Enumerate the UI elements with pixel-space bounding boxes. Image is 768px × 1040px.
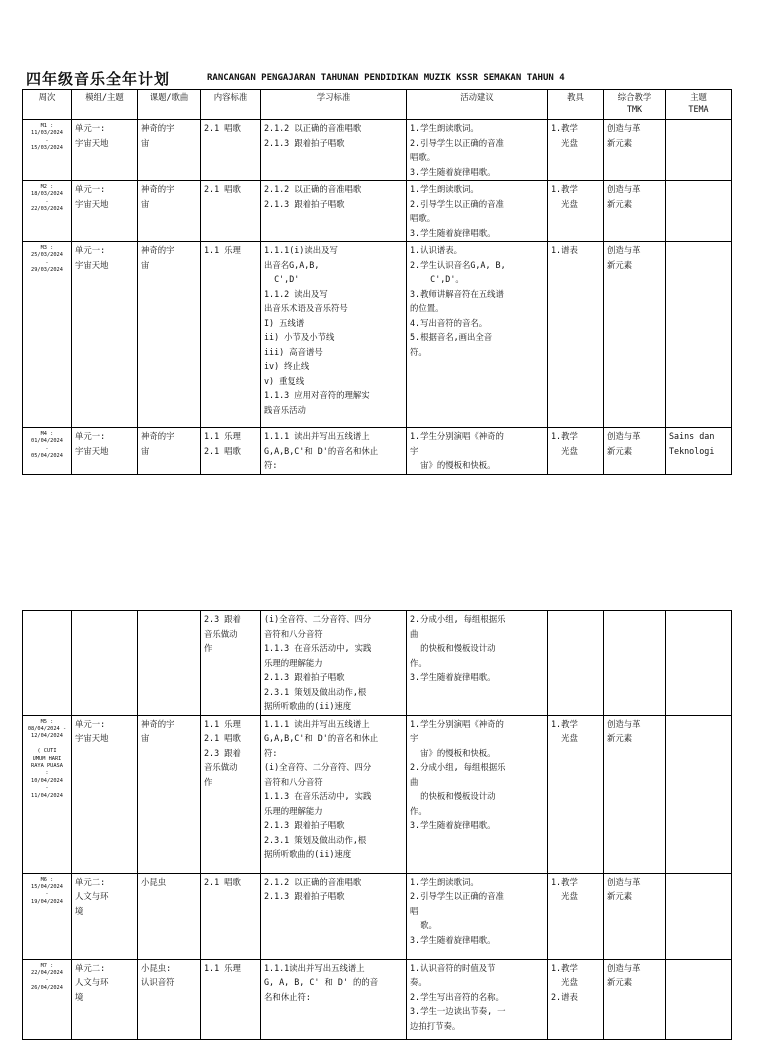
- table-row: [23, 242, 732, 428]
- activity-cell: 1.学生分别演唱《神奇的 宇 宙》的慢板和快板。 2.分成小组, 每组根据乐 曲 的快板和慢板设计动 作。 3.学生随着旋律唱歌。: [407, 715, 548, 873]
- header-learning-standard: 学习标准: [261, 90, 407, 120]
- teaching-aids-cell: 1.教学 光盘: [548, 715, 604, 873]
- table-row: [23, 959, 732, 1039]
- activity-cell: 1.学生分别演唱《神奇的 宇 宙》的慢板和快板。: [407, 428, 548, 475]
- week-cell: M6 : 15/04/2024 - 19/04/2024: [23, 873, 72, 959]
- song-cell: 神奇的宇 宙: [138, 181, 201, 242]
- module-cell: 单元一: 宇宙天地: [72, 120, 138, 181]
- song-cell: 神奇的宇 宙: [138, 715, 201, 873]
- module-cell: 单元二: 人文与环 境: [72, 873, 138, 959]
- learning-standard-cell: 1.1.1 读出并写出五线谱上 G,A,B,C'和 D'的音名和休止 符:: [261, 428, 407, 475]
- teaching-aids-cell: 1.教学 光盘: [548, 428, 604, 475]
- module-cell: 单元一: 宇宙天地: [72, 181, 138, 242]
- content-standard-cell: 2.1 唱歌: [201, 120, 261, 181]
- tema-cell: [666, 959, 732, 1039]
- learning-standard-cell: (i)全音符、二分音符、四分 音符和八分音符 1.1.3 在音乐活动中, 实践 乐理的理解能力 2.1.3 跟着拍子唱歌 2.3.1 策划及做出动作,根 据所听歌曲的(ii)速度: [261, 611, 407, 716]
- tema-cell: [666, 873, 732, 959]
- content-standard-cell: 1.1 乐理 2.1 唱歌: [201, 428, 261, 475]
- table-row: [23, 715, 732, 873]
- teaching-aids-cell: 1.教学 光盘: [548, 873, 604, 959]
- content-standard-cell: 2.3 跟着 音乐做动 作: [201, 611, 261, 716]
- week-cell: [23, 611, 72, 716]
- activity-cell: 1.学生朗读歌词。 2.引导学生以正确的音准 唱歌。 3.学生随着旋律唱歌。: [407, 120, 548, 181]
- header-tmk: 综合教学 TMK: [604, 90, 666, 120]
- tema-cell: [666, 120, 732, 181]
- teaching-aids-cell: [548, 611, 604, 716]
- header-week: 周次: [23, 90, 72, 120]
- teaching-aids-cell: 1.谱表: [548, 242, 604, 428]
- tmk-cell: 创造与革 新元素: [604, 181, 666, 242]
- module-cell: 单元二: 人文与环 境: [72, 959, 138, 1039]
- song-cell: 神奇的宇 宙: [138, 242, 201, 428]
- week-cell: M5 : 08/04/2024 - 12/04/2024 ( CUTI UMUM HARI RAYA PUASA : 10/04/2024 - 11/04/2024: [23, 715, 72, 873]
- teaching-aids-cell: 1.教学 光盘 2.谱表: [548, 959, 604, 1039]
- tmk-cell: 创造与革 新元素: [604, 242, 666, 428]
- tema-cell: [666, 715, 732, 873]
- learning-standard-cell: 1.1.1(i)读出及写 出音名G,A,B, C',D' 1.1.2 读出及写 出音乐术语及音乐符号 I) 五线谱 ii) 小节及小节线 iii) 高音谱号 iv) 终止线 v) 重复线 1.1.3 应用对音符的理解实 践音乐活动: [261, 242, 407, 428]
- table-header-row: [23, 90, 732, 120]
- learning-standard-cell: 2.1.2 以正确的音准唱歌 2.1.3 跟着拍子唱歌: [261, 181, 407, 242]
- module-cell: 单元一: 宇宙天地: [72, 715, 138, 873]
- header-tema: 主题 TEMA: [666, 90, 732, 120]
- header-song: 课题/歌曲: [138, 90, 201, 120]
- learning-standard-cell: 1.1.1读出并写出五线谱上 G, A, B, C' 和 D' 的的音 名和休止符:: [261, 959, 407, 1039]
- table-row: [23, 873, 732, 959]
- document-title-malay: RANCANGAN PENGAJARAN TAHUNAN PENDIDIKAN MUZIK KSSR SEMAKAN TAHUN 4: [207, 73, 565, 83]
- table-row: [23, 428, 732, 475]
- content-standard-cell: 1.1 乐理: [201, 959, 261, 1039]
- song-cell: 小昆虫: [138, 873, 201, 959]
- tmk-cell: 创造与革 新元素: [604, 959, 666, 1039]
- document-title-chinese: 四年级音乐全年计划: [26, 70, 171, 88]
- song-cell: 神奇的宇 宙: [138, 428, 201, 475]
- activity-cell: 1.学生朗读歌词。 2.引导学生以正确的音准 唱歌。 3.学生随着旋律唱歌。: [407, 181, 548, 242]
- tmk-cell: 创造与革 新元素: [604, 120, 666, 181]
- tema-cell: [666, 242, 732, 428]
- header-activity: 活动建议: [407, 90, 548, 120]
- teaching-aids-cell: 1.教学 光盘: [548, 181, 604, 242]
- tmk-cell: 创造与革 新元素: [604, 715, 666, 873]
- content-standard-cell: 1.1 乐理 2.1 唱歌 2.3 跟着 音乐做动 作: [201, 715, 261, 873]
- plan-table-top: [22, 89, 732, 475]
- table-row: [23, 120, 732, 181]
- header-content-standard: 内容标准: [201, 90, 261, 120]
- teaching-aids-cell: 1.教学 光盘: [548, 120, 604, 181]
- content-standard-cell: 1.1 乐理: [201, 242, 261, 428]
- week-cell: M4 : 01/04/2024 - 05/04/2024: [23, 428, 72, 475]
- module-cell: 单元一: 宇宙天地: [72, 242, 138, 428]
- learning-standard-cell: 2.1.2 以正确的音准唱歌 2.1.3 跟着拍子唱歌: [261, 120, 407, 181]
- tema-cell: Sains dan Teknologi: [666, 428, 732, 475]
- module-cell: 单元一: 宇宙天地: [72, 428, 138, 475]
- tema-cell: [666, 181, 732, 242]
- week-cell: M1 : 11/03/2024 - 15/03/2024: [23, 120, 72, 181]
- song-cell: 小昆虫: 认识音符: [138, 959, 201, 1039]
- learning-standard-cell: 1.1.1 读出并写出五线谱上 G,A,B,C'和 D'的音名和休止 符: (i)全音符、二分音符、四分 音符和八分音符 1.1.3 在音乐活动中, 实践 乐理的理解能力 2.1.3 跟着拍子唱歌 2.3.1 策划及做出动作,根 据所听歌曲的(ii)速度: [261, 715, 407, 873]
- activity-cell: 1.认识音符的时值及节 奏。 2.学生写出音符的名称。 3.学生一边读出节奏, 一 边拍打节奏。: [407, 959, 548, 1039]
- activity-cell: 1.学生朗读歌词。 2.引导学生以正确的音准 唱 歌。 3.学生随着旋律唱歌。: [407, 873, 548, 959]
- song-cell: 神奇的宇 宙: [138, 120, 201, 181]
- activity-cell: 2.分成小组, 每组根据乐 曲 的快板和慢板设计动 作。 3.学生随着旋律唱歌。: [407, 611, 548, 716]
- week-cell: M3 : 25/03/2024 - 29/03/2024: [23, 242, 72, 428]
- week-cell: M7 : 22/04/2024 - 26/04/2024: [23, 959, 72, 1039]
- tmk-cell: 创造与革 新元素: [604, 873, 666, 959]
- tmk-cell: [604, 611, 666, 716]
- week-cell: M2 : 18/03/2024 - 22/03/2024: [23, 181, 72, 242]
- tema-cell: [666, 611, 732, 716]
- header-module: 模组/主题: [72, 90, 138, 120]
- content-standard-cell: 2.1 唱歌: [201, 873, 261, 959]
- header-teaching-aids: 教具: [548, 90, 604, 120]
- plan-table-bottom: [22, 610, 732, 1040]
- song-cell: [138, 611, 201, 716]
- tmk-cell: 创造与革 新元素: [604, 428, 666, 475]
- learning-standard-cell: 2.1.2 以正确的音准唱歌 2.1.3 跟着拍子唱歌: [261, 873, 407, 959]
- table-row: [23, 611, 732, 716]
- module-cell: [72, 611, 138, 716]
- activity-cell: 1.认识谱表。 2.学生认识音名G,A, B, C',D'。 3.教师讲解音符在五线谱 的位置。 4.写出音符的音名。 5.根据音名,画出全音 符。: [407, 242, 548, 428]
- table-row: [23, 181, 732, 242]
- content-standard-cell: 2.1 唱歌: [201, 181, 261, 242]
